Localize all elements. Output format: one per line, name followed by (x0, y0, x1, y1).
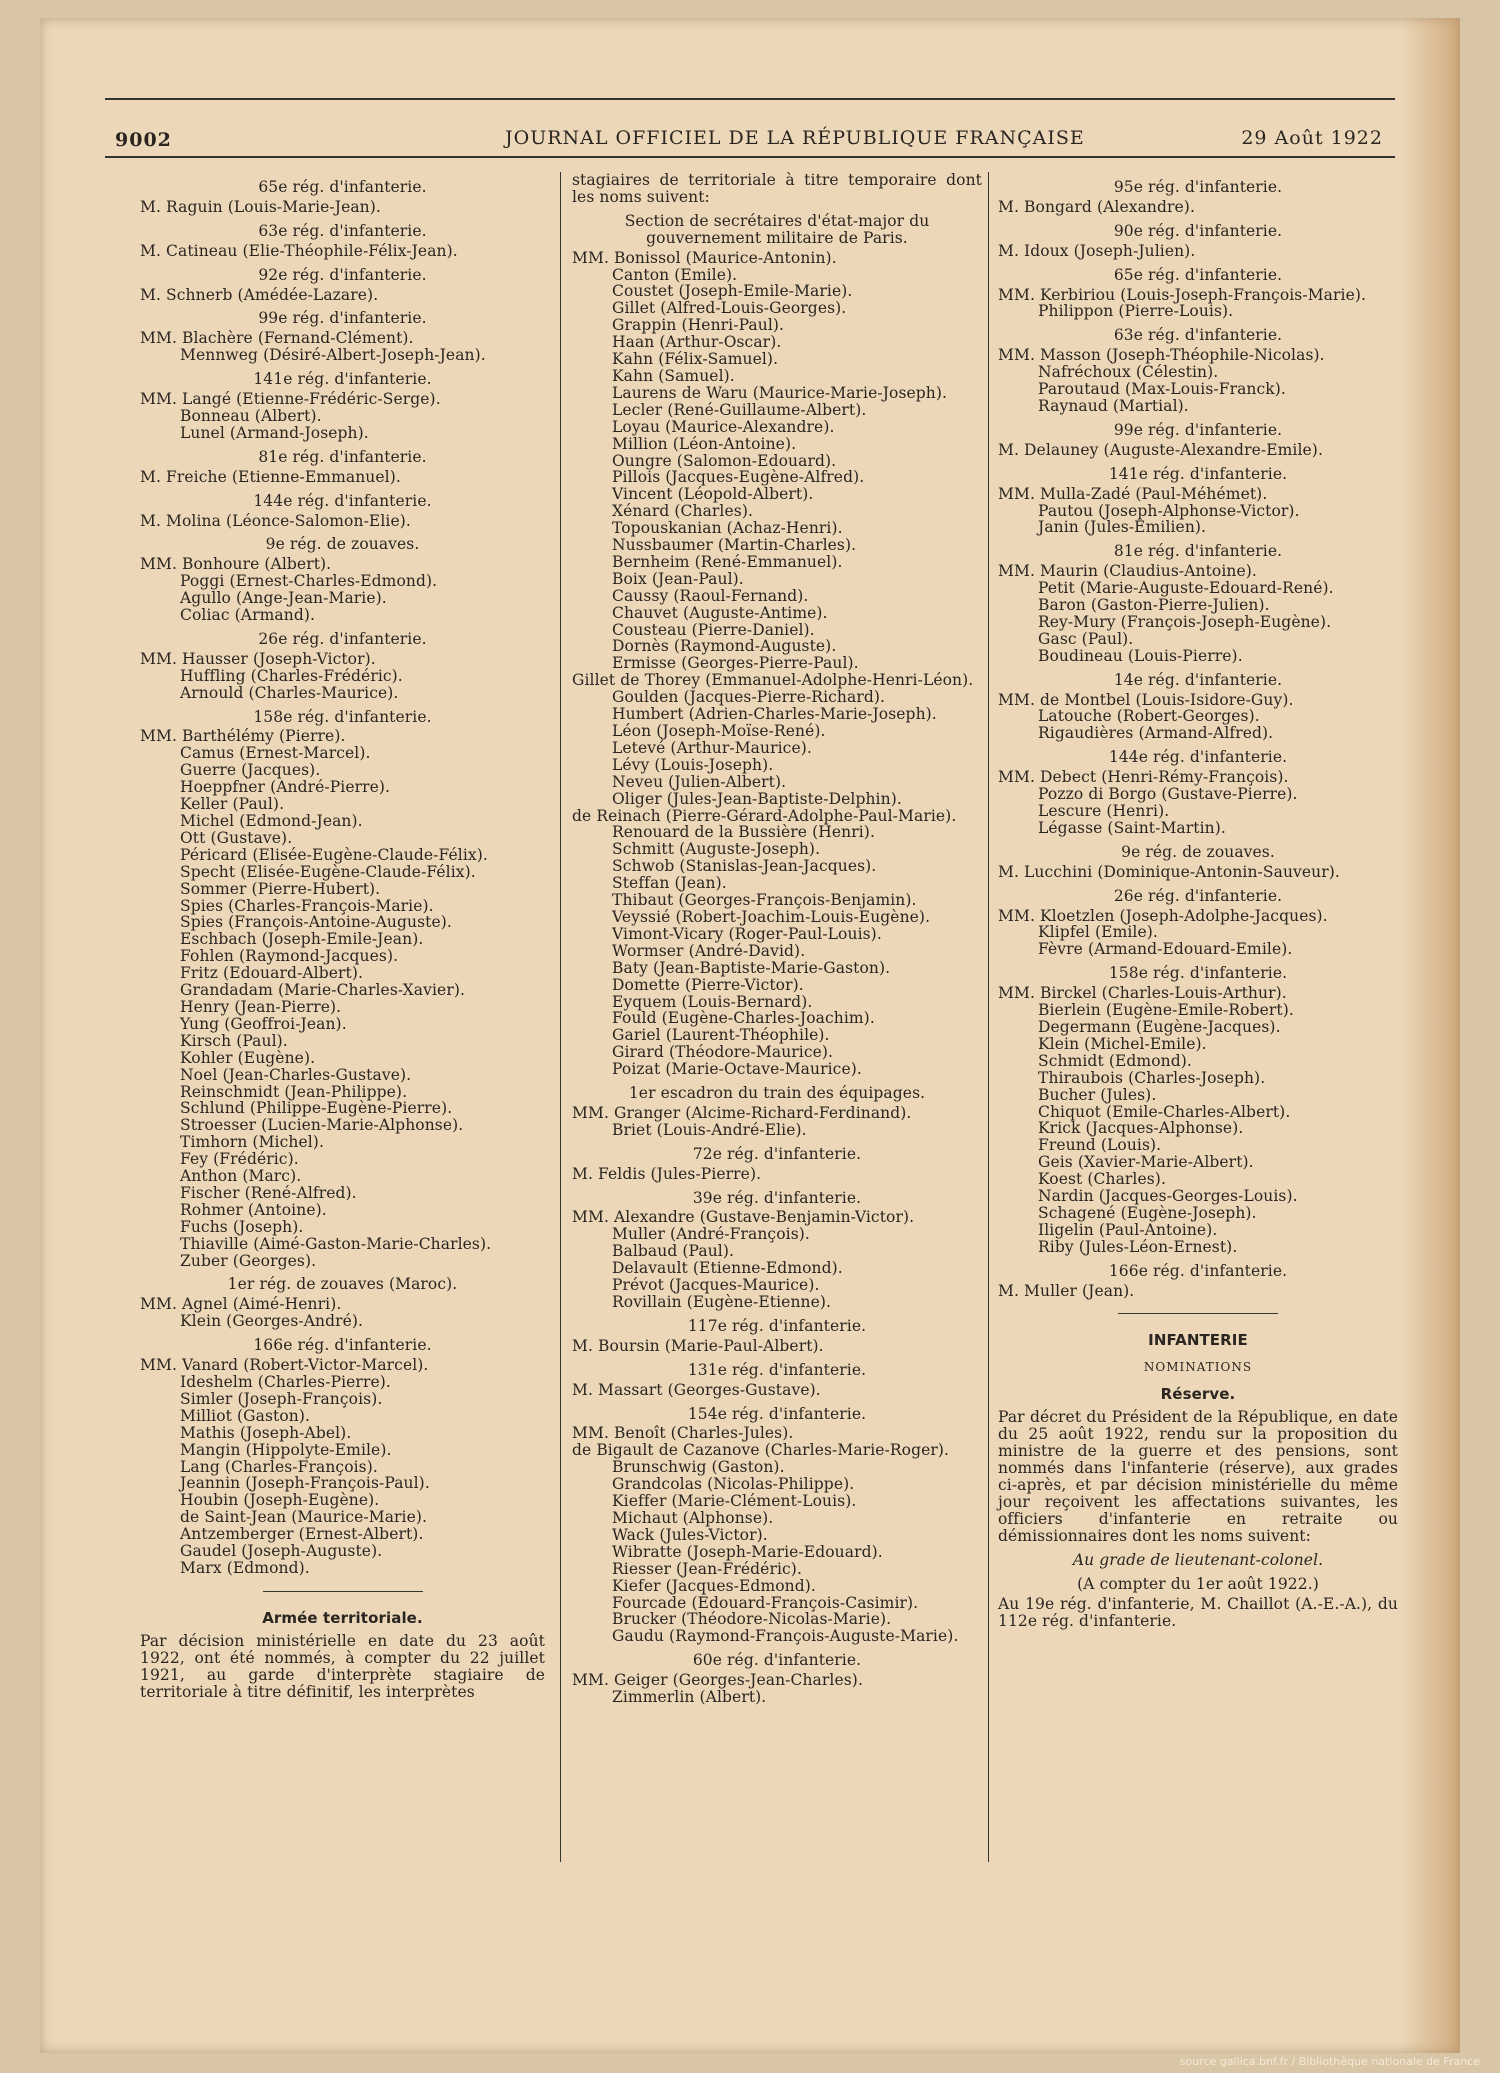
name-entry: Agullo (Ange-Jean-Marie). (180, 589, 387, 608)
name-entry: Ideshelm (Charles-Pierre). (180, 1373, 391, 1391)
section-heading: 158e rég. d'infanterie. (253, 707, 432, 726)
name-entry: de Reinach (Pierre-Gérard-Adolphe-Paul-Marie). (572, 806, 957, 825)
name-entry: Mangin (Hippolyte-Emile). (180, 1440, 392, 1459)
name-entry: MM. Barthélémy (Pierre). (140, 727, 346, 746)
name-entry: M. Catineau (Elie-Théophile-Félix-Jean). (140, 241, 458, 260)
name-entry: Coustet (Joseph-Emile-Marie). (612, 282, 853, 301)
section-heading: 141e rég. d'infanterie. (1108, 464, 1288, 483)
name-entry: Ermisse (Georges-Pierre-Paul). (612, 654, 859, 673)
name-entry: Riesser (Jean-Frédéric). (612, 1559, 802, 1578)
section-title: INFANTERIE (1148, 1331, 1248, 1350)
name-entry: Kieffer (Marie-Clément-Louis). (612, 1492, 857, 1511)
name-entry: Gariel (Laurent-Théophile). (612, 1026, 830, 1045)
name-entry: Lescure (Henri). (1038, 802, 1170, 820)
section-heading: 65e rég. d'infanterie. (1113, 265, 1283, 284)
section-heading: 60e rég. d'infanterie. (692, 1651, 862, 1670)
name-entry: Michaut (Alphonse). (612, 1508, 774, 1527)
name-entry: M. Delauney (Auguste-Alexandre-Emile). (998, 440, 1323, 459)
name-entry: Cousteau (Pierre-Daniel). (612, 620, 815, 639)
name-entry: Thiaville (Aimé-Gaston-Marie-Charles). (180, 1234, 492, 1253)
name-entry: Topouskanian (Achaz-Henri). (612, 519, 843, 538)
name-entry: MM. Bonissol (Maurice-Antonin). (572, 248, 837, 267)
name-entry: Simler (Joseph-François). (180, 1389, 383, 1408)
section-heading: 144e rég. d'infanterie. (253, 491, 432, 510)
name-entry: Gaudel (Joseph-Auguste). (180, 1542, 383, 1561)
name-entry: Fey (Frédéric). (180, 1150, 299, 1169)
name-entry: Grappin (Henri-Paul). (612, 316, 785, 335)
name-entry: Camus (Ernest-Marcel). (180, 744, 371, 763)
name-entry: Oliger (Jules-Jean-Baptiste-Delphin). (612, 789, 902, 808)
paragraph: stagiaires de territoriale à titre temporaire dont les noms suivent: (572, 171, 982, 206)
name-entry: Milliot (Gaston). (180, 1406, 311, 1425)
page-number: 9002 (115, 129, 172, 151)
section-heading: 92e rég. d'infanterie. (258, 265, 427, 284)
name-entry: Schwob (Stanislas-Jean-Jacques). (612, 857, 877, 876)
name-entry: Fèvre (Armand-Edouard-Emile). (1038, 940, 1293, 959)
name-entry: MM. Birckel (Charles-Louis-Arthur). (998, 984, 1287, 1003)
section-heading: 144e rég. d'infanterie. (1108, 748, 1288, 767)
name-entry: MM. Kloetzlen (Joseph-Adolphe-Jacques). (998, 906, 1328, 925)
name-entry: Rohmer (Antoine). (180, 1200, 327, 1219)
header-bottom-rule (105, 156, 1395, 158)
section-heading: 117e rég. d'infanterie. (687, 1316, 867, 1335)
section-heading: 1er escadron du train des équipages. (628, 1084, 926, 1103)
name-entry: Dornès (Raymond-Auguste). (612, 637, 837, 656)
name-entry: Philippon (Pierre-Louis). (1038, 302, 1234, 321)
name-entry: Vimont-Vicary (Roger-Paul-Louis). (612, 924, 882, 943)
name-entry: Caussy (Raoul-Fernand). (612, 586, 809, 605)
name-entry: Nafréchoux (Célestin). (1038, 363, 1219, 382)
name-entry: Domette (Pierre-Victor). (612, 975, 804, 994)
name-entry: Schmitt (Auguste-Joseph). (612, 840, 821, 859)
name-entry: M. Feldis (Jules-Pierre). (572, 1164, 762, 1183)
name-entry: MM. Bonhoure (Albert). (140, 555, 332, 574)
section-heading: 154e rég. d'infanterie. (687, 1404, 867, 1423)
name-entry: Humbert (Adrien-Charles-Marie-Joseph). (612, 705, 937, 724)
name-entry: de Bigault de Cazanove (Charles-Marie-Roger). (572, 1441, 950, 1460)
name-entry: Rigaudières (Armand-Alfred). (1038, 724, 1274, 743)
name-entry: MM. Masson (Joseph-Théophile-Nicolas). (998, 346, 1325, 365)
name-entry: M. Lucchini (Dominique-Antonin-Sauveur). (998, 862, 1340, 881)
name-entry: Mathis (Joseph-Abel). (180, 1423, 352, 1442)
name-entry: Antzemberger (Ernest-Albert). (180, 1525, 424, 1544)
section-heading: 9e rég. de zouaves. (265, 535, 420, 554)
name-entry: Arnould (Charles-Maurice). (180, 683, 399, 702)
section-title: Armée territoriale. (262, 1608, 423, 1627)
name-entry: Specht (Elisée-Eugène-Claude-Félix). (180, 862, 476, 881)
section-heading: 1er rég. de zouaves (Maroc). (227, 1275, 458, 1294)
paragraph: Par décision ministérielle en date du 23 août 1922, ont été nommés, à compter du 22 juillet 1921, au garde d'interprète stagiaire de territoriale à titre définitif, les interprètes (140, 1631, 545, 1701)
section-heading: 72e rég. d'infanterie. (692, 1144, 862, 1163)
name-entry: Veyssié (Robert-Joachim-Louis-Eugène). (612, 907, 931, 926)
section-title: Réserve. (1160, 1385, 1236, 1404)
section-heading: 131e rég. d'infanterie. (687, 1360, 867, 1379)
issue-date: 29 Août 1922 (1241, 127, 1383, 149)
name-entry: Baty (Jean-Baptiste-Marie-Gaston). (612, 958, 891, 977)
name-entry: M. Raguin (Louis-Marie-Jean). (140, 197, 381, 216)
name-entry: Raynaud (Martial). (1038, 396, 1189, 415)
name-entry: Timhorn (Michel). (180, 1133, 324, 1152)
name-entry: Lunel (Armand-Joseph). (180, 423, 369, 442)
name-entry: M. Boursin (Marie-Paul-Albert). (572, 1336, 824, 1355)
section-heading: 14e rég. d'infanterie. (1113, 670, 1283, 689)
name-entry: Xénard (Charles). (612, 502, 753, 521)
name-entry: Thiraubois (Charles-Joseph). (1038, 1068, 1266, 1087)
name-entry: Huffling (Charles-Frédéric). (180, 666, 403, 685)
name-entry: Canton (Emile). (612, 265, 738, 284)
name-entry: Coliac (Armand). (180, 606, 316, 625)
name-entry: Lévy (Louis-Joseph). (612, 755, 774, 774)
name-entry: Oungre (Salomon-Edouard). (612, 451, 837, 470)
name-entry: MM. Hausser (Joseph-Victor). (140, 649, 376, 668)
name-entry: Riby (Jules-Léon-Ernest). (1038, 1237, 1238, 1256)
header-top-rule (105, 98, 1395, 100)
name-entry: Chiquot (Emile-Charles-Albert). (1038, 1102, 1291, 1121)
name-entry: Eschbach (Joseph-Emile-Jean). (180, 930, 424, 949)
name-entry: Grandcolas (Nicolas-Philippe). (612, 1475, 855, 1494)
name-entry: Kiefer (Jacques-Edmond). (612, 1576, 816, 1595)
column-2 (572, 172, 982, 1706)
name-entry: MM. Benoît (Charles-Jules). (572, 1424, 794, 1443)
column-1 (140, 172, 545, 1700)
name-entry: Bierlein (Eugène-Emile-Robert). (1038, 1001, 1294, 1020)
section-heading: 166e rég. d'infanterie. (1108, 1261, 1288, 1280)
section-heading: 63e rég. d'infanterie. (258, 221, 427, 240)
name-entry: M. Massart (Georges-Gustave). (572, 1380, 821, 1399)
name-entry: MM. Granger (Alcime-Richard-Ferdinand). (572, 1103, 912, 1122)
name-entry: M. Molina (Léonce-Salomon-Elie). (140, 511, 411, 530)
name-entry: Brucker (Théodore-Nicolas-Marie). (612, 1610, 892, 1629)
section-heading: Section de secrétaires d'état-major du gouvernement militaire de Paris. (624, 211, 930, 247)
section-heading: 81e rég. d'infanterie. (258, 447, 427, 466)
name-entry: Lang (Charles-François). (180, 1457, 378, 1476)
section-heading: 81e rég. d'infanterie. (1113, 542, 1283, 561)
name-entry: Bernheim (René-Emmanuel). (612, 552, 843, 571)
name-entry: Marx (Edmond). (180, 1558, 310, 1577)
name-entry: Nussbaumer (Martin-Charles). (612, 536, 857, 555)
name-entry: Muller (André-François). (612, 1225, 810, 1244)
name-entry: Pillois (Jacques-Eugène-Alfred). (612, 468, 865, 487)
name-entry: MM. Maurin (Claudius-Antoine). (998, 562, 1257, 581)
section-heading: 99e rég. d'infanterie. (1113, 420, 1283, 439)
name-entry: Schlund (Philippe-Eugène-Pierre). (180, 1099, 453, 1118)
name-entry: Zimmerlin (Albert). (612, 1688, 767, 1707)
name-entry: Thibaut (Georges-François-Benjamin). (612, 891, 917, 910)
name-entry: Klein (Michel-Emile). (1038, 1034, 1207, 1053)
name-entry: Gillet de Thorey (Emmanuel-Adolphe-Henri-Léon). (572, 671, 974, 690)
source-credit: source gallica.bnf.fr / Bibliothèque nationale de France (1179, 2055, 1480, 2068)
name-entry: Steffan (Jean). (612, 874, 727, 893)
name-entry: Briet (Louis-André-Elie). (612, 1120, 807, 1139)
name-entry: Baron (Gaston-Pierre-Julien). (1038, 596, 1270, 615)
name-entry: M. Muller (Jean). (998, 1281, 1135, 1300)
name-entry: Reinschmidt (Jean-Philippe). (180, 1082, 408, 1101)
name-entry: Légasse (Saint-Martin). (1038, 818, 1226, 837)
name-entry: Delavault (Etienne-Edmond). (612, 1259, 843, 1278)
name-entry: Fuchs (Joseph). (180, 1217, 304, 1236)
name-entry: Wormser (André-David). (612, 941, 806, 960)
name-entry: Janin (Jules-Emilien). (1038, 518, 1207, 537)
name-entry: Zuber (Georges). (180, 1251, 317, 1270)
name-entry: MM. Langé (Etienne-Frédéric-Serge). (140, 390, 441, 409)
name-entry: Kirsch (Paul). (180, 1031, 288, 1050)
name-entry: Henry (Jean-Pierre). (180, 997, 342, 1016)
name-entry: Poggi (Ernest-Charles-Edmond). (180, 572, 438, 591)
paragraph: Par décret du Président de la République, en date du 25 août 1922, rendu sur la proposition du ministre de la guerre et des pensions, sont nommés dans l'infanterie (réserve), aux grades ci-après, et par décision ministérielle du même jour reçoivent les affectations suivantes, les officiers d'infanterie en retraite ou démissionnaires dont les noms suivent: (998, 1408, 1398, 1545)
separator-rule (1118, 1313, 1278, 1314)
name-entry: Mennweg (Désiré-Albert-Joseph-Jean). (180, 346, 486, 365)
name-entry: Loyau (Maurice-Alexandre). (612, 417, 835, 436)
name-entry: Koest (Charles). (1038, 1170, 1166, 1189)
column-3 (998, 172, 1398, 1630)
name-entry: Geis (Xavier-Marie-Albert). (1038, 1153, 1254, 1172)
name-entry: M. Freiche (Etienne-Emmanuel). (140, 467, 401, 486)
name-entry: Krick (Jacques-Alphonse). (1038, 1119, 1244, 1138)
section-heading: 166e rég. d'infanterie. (253, 1336, 432, 1355)
section-heading: 26e rég. d'infanterie. (1113, 886, 1283, 905)
name-entry: Ott (Gustave). (180, 828, 293, 847)
name-entry: Rovillain (Eugène-Etienne). (612, 1293, 832, 1311)
page-edge-shade (1400, 18, 1460, 2053)
name-entry: MM. Blachère (Fernand-Clément). (140, 329, 414, 348)
journal-title: JOURNAL OFFICIEL DE LA RÉPUBLIQUE FRANÇAISE (505, 127, 1085, 149)
section-heading: 90e rég. d'infanterie. (1113, 221, 1283, 240)
section-heading: 9e rég. de zouaves. (1121, 842, 1275, 861)
name-entry: Houbin (Joseph-Eugène). (180, 1491, 380, 1510)
name-entry: Yung (Geoffroi-Jean). (180, 1014, 347, 1033)
name-entry: Chauvet (Auguste-Antime). (612, 603, 828, 622)
page-header (105, 112, 1395, 152)
name-entry: Keller (Paul). (180, 795, 285, 814)
name-entry: MM. Vanard (Robert-Victor-Marcel). (140, 1356, 429, 1375)
section-heading: 95e rég. d'infanterie. (1113, 178, 1283, 196)
name-entry: Prévot (Jacques-Maurice). (612, 1276, 820, 1295)
name-entry: Fritz (Edouard-Albert). (180, 964, 364, 983)
column-divider-1 (560, 172, 561, 1862)
name-entry: Kahn (Félix-Samuel). (612, 350, 779, 369)
name-entry: Iligelin (Paul-Antoine). (1038, 1220, 1218, 1239)
name-entry: Fischer (René-Alfred). (180, 1183, 357, 1202)
name-entry: Kohler (Eugène). (180, 1048, 316, 1067)
name-entry: Gasc (Paul). (1038, 629, 1134, 648)
name-entry: Latouche (Robert-Georges). (1038, 707, 1260, 726)
name-entry: Petit (Marie-Auguste-Edouard-René). (1038, 579, 1334, 598)
name-entry: Pautou (Joseph-Alphonse-Victor). (1038, 501, 1300, 520)
section-heading: 63e rég. d'infanterie. (1113, 326, 1283, 345)
name-entry: Rey-Mury (François-Joseph-Eugène). (1038, 612, 1332, 631)
name-entry: Bonneau (Albert). (180, 406, 322, 425)
column-divider-2 (988, 172, 989, 1862)
name-entry: Jeannin (Joseph-François-Paul). (180, 1474, 430, 1493)
name-entry: Stroesser (Lucien-Marie-Alphonse). (180, 1116, 464, 1135)
name-entry: Neveu (Julien-Albert). (612, 772, 787, 791)
name-entry: Eyquem (Louis-Bernard). (612, 992, 813, 1011)
name-entry: Grandadam (Marie-Charles-Xavier). (180, 981, 466, 1000)
name-entry: Girard (Théodore-Maurice). (612, 1043, 834, 1062)
name-entry: Gillet (Alfred-Louis-Georges). (612, 299, 847, 318)
name-entry: Schagené (Eugène-Joseph). (1038, 1203, 1257, 1222)
name-entry: Nardin (Jacques-Georges-Louis). (1038, 1187, 1298, 1206)
name-entry: MM. Agnel (Aimé-Henri). (140, 1295, 342, 1314)
section-heading: 141e rég. d'infanterie. (253, 370, 432, 389)
name-entry: Pozzo di Borgo (Gustave-Pierre). (1038, 785, 1298, 804)
name-entry: Klein (Georges-André). (180, 1312, 364, 1331)
name-entry: MM. de Montbel (Louis-Isidore-Guy). (998, 690, 1294, 709)
name-entry: Million (Léon-Antoine). (612, 434, 797, 453)
section-heading: 158e rég. d'infanterie. (1108, 964, 1288, 983)
name-entry: Haan (Arthur-Oscar). (612, 333, 782, 352)
name-entry: Noel (Jean-Charles-Gustave). (180, 1065, 412, 1084)
name-entry: Lecler (René-Guillaume-Albert). (612, 400, 867, 419)
paragraph: Au 19e rég. d'infanterie, M. Chaillot (A.-E.-A.), du 112e rég. d'infanterie. (998, 1595, 1398, 1631)
section-heading: (A compter du 1er août 1922.) (1077, 1575, 1319, 1594)
name-entry: M. Idoux (Joseph-Julien). (998, 241, 1196, 260)
name-entry: Bucher (Jules). (1038, 1085, 1157, 1104)
name-entry: Fourcade (Edouard-François-Casimir). (612, 1593, 919, 1612)
separator-rule (263, 1591, 423, 1592)
name-entry: Balbaud (Paul). (612, 1242, 735, 1261)
name-entry: MM. Alexandre (Gustave-Benjamin-Victor). (572, 1208, 915, 1227)
name-entry: Letevé (Arthur-Maurice). (612, 738, 812, 757)
name-entry: Paroutaud (Max-Louis-Franck). (1038, 380, 1286, 399)
section-heading: 65e rég. d'infanterie. (258, 178, 427, 196)
name-entry: de Saint-Jean (Maurice-Marie). (180, 1508, 428, 1527)
section-heading: 26e rég. d'infanterie. (258, 629, 427, 648)
name-entry: MM. Debect (Henri-Rémy-François). (998, 768, 1289, 787)
name-entry: Fould (Eugène-Charles-Joachim). (612, 1009, 875, 1028)
name-entry: Brunschwig (Gaston). (612, 1458, 785, 1477)
name-entry: Boix (Jean-Paul). (612, 569, 744, 588)
name-entry: Goulden (Jacques-Pierre-Richard). (612, 688, 886, 707)
name-entry: Renouard de la Bussière (Henri). (612, 823, 875, 842)
name-entry: Péricard (Elisée-Eugène-Claude-Félix). (180, 845, 488, 864)
name-entry: Hoeppfner (André-Pierre). (180, 778, 391, 797)
name-entry: Michel (Edmond-Jean). (180, 812, 363, 830)
name-entry: Spies (Charles-François-Marie). (180, 896, 434, 915)
grade-heading: Au grade de lieutenant-colonel. (1072, 1551, 1324, 1570)
name-entry: Schmidt (Edmond). (1038, 1051, 1192, 1070)
section-heading: 99e rég. d'infanterie. (258, 309, 427, 328)
name-entry: Anthon (Marc). (180, 1167, 302, 1186)
name-entry: MM. Mulla-Zadé (Paul-Méhémet). (998, 484, 1268, 503)
name-entry: Sommer (Pierre-Hubert). (180, 879, 381, 898)
name-entry: Wibratte (Joseph-Marie-Edouard). (612, 1542, 883, 1561)
name-entry: M. Schnerb (Amédée-Lazare). (140, 285, 379, 304)
name-entry: MM. Geiger (Georges-Jean-Charles). (572, 1671, 863, 1690)
name-entry: Degermann (Eugène-Jacques). (1038, 1017, 1281, 1036)
name-entry: Poizat (Marie-Octave-Maurice). (612, 1060, 862, 1079)
name-entry: Kahn (Samuel). (612, 366, 735, 385)
name-entry: Wack (Jules-Victor). (612, 1525, 768, 1544)
name-entry: Fohlen (Raymond-Jacques). (180, 947, 399, 966)
name-entry: Laurens de Waru (Maurice-Marie-Joseph). (612, 383, 948, 402)
name-entry: Freund (Louis). (1038, 1136, 1162, 1155)
name-entry: MM. Kerbiriou (Louis-Joseph-François-Marie). (998, 285, 1367, 304)
name-entry: Boudineau (Louis-Pierre). (1038, 646, 1243, 665)
name-entry: Klipfel (Emile). (1038, 923, 1158, 942)
subsection-caption: NOMINATIONS (1143, 1360, 1253, 1375)
name-entry: Vincent (Léopold-Albert). (612, 485, 814, 504)
section-heading: 39e rég. d'infanterie. (692, 1188, 862, 1207)
name-entry: Léon (Joseph-Moïse-René). (612, 722, 826, 740)
name-entry: Gaudu (Raymond-François-Auguste-Marie). (612, 1627, 959, 1646)
name-entry: M. Bongard (Alexandre). (998, 197, 1195, 216)
name-entry: Guerre (Jacques). (180, 761, 321, 780)
name-entry: Spies (François-Antoine-Auguste). (180, 913, 452, 932)
